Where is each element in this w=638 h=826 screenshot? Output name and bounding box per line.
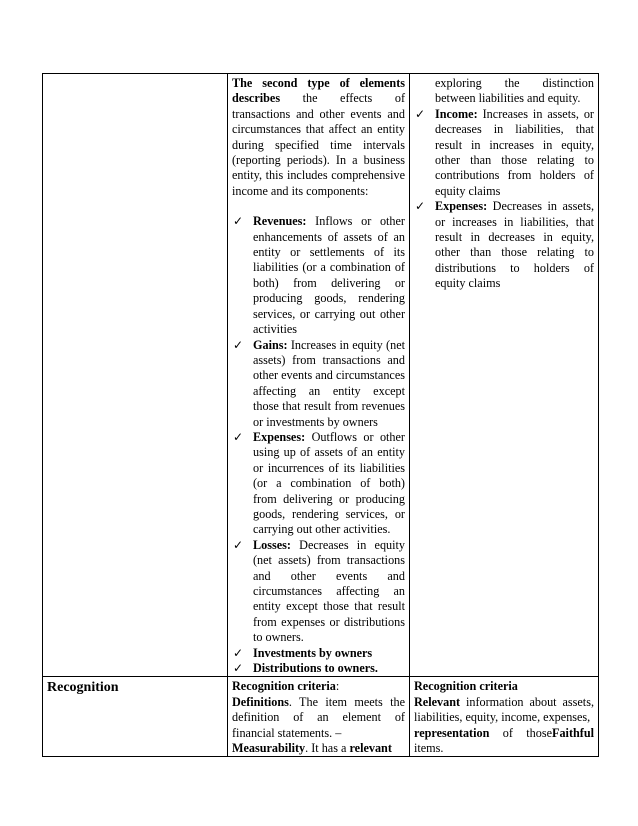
elements-table xyxy=(42,73,599,757)
list-item xyxy=(232,538,405,646)
table-row xyxy=(43,74,599,677)
criteria-heading xyxy=(232,679,405,694)
item-text: Increases in equity (net assets) from transactions and other events and circumstances affecting an entity except those that result from revenues or investments by owners xyxy=(253,337,405,429)
check-icon: ✓ xyxy=(233,537,244,552)
item-term: Investments by owners xyxy=(253,645,373,660)
definitions-term: Definitions xyxy=(232,694,289,709)
item-text: Outflows or other using up of assets of an entity or incurrences of its liabilities (or a combination of both) from delivering or producing goods, rendering services, or carrying out other activities. xyxy=(253,429,405,537)
item-term: Expenses: xyxy=(253,429,306,444)
criteria-paragraph xyxy=(232,695,405,757)
check-icon: ✓ xyxy=(415,199,426,214)
relevant-term: Relevant xyxy=(414,694,461,709)
list-item xyxy=(414,199,594,291)
continuation-text: exploring the distinction between liabilities and equity. xyxy=(435,76,594,106)
income-elements-cell xyxy=(228,74,410,677)
measurability-text: . It has a xyxy=(305,741,350,756)
list-item xyxy=(232,338,405,430)
item-term: Gains: xyxy=(253,337,288,352)
criteria-paragraph xyxy=(414,695,594,757)
relevant-term: relevant xyxy=(349,741,392,756)
measurability-term: Measurability xyxy=(232,741,306,756)
empty-cell xyxy=(43,74,228,677)
check-icon: ✓ xyxy=(233,661,244,676)
row-title: Recognition xyxy=(47,680,119,696)
intro-bold: The second type of elements describes xyxy=(232,76,405,106)
intro-paragraph xyxy=(232,76,405,199)
list-item xyxy=(232,214,405,337)
check-icon: ✓ xyxy=(233,214,244,229)
recognition-label-cell xyxy=(43,677,228,757)
relevant-text: information about assets, liabilities, equity, income, expenses, xyxy=(414,694,594,725)
recognition-criteria-cell-2 xyxy=(410,677,599,757)
check-icon: ✓ xyxy=(233,645,244,660)
check-icon: ✓ xyxy=(233,429,244,444)
recognition-criteria-cell xyxy=(228,677,410,757)
item-text: Inflows or other enhancements of assets of an entity or settlements of its liabilities (or a combination of both) from delivering or producing goods, rendering services, or carrying out other activities xyxy=(253,214,405,337)
item-term: Income: xyxy=(435,106,478,121)
definitions-text: . The item meets the definition of an element of financial statements. – xyxy=(232,694,405,740)
representation-term: representation xyxy=(414,725,490,740)
list-item xyxy=(232,661,405,676)
item-term: Distributions to owners. xyxy=(253,661,378,676)
table-row xyxy=(43,677,599,757)
item-text: Decreases in assets, or increases in liabilities, that result in decreases in equity, other than those relating to distributions to holders of equity claims xyxy=(435,199,594,291)
list-item xyxy=(414,107,594,199)
check-icon: ✓ xyxy=(233,337,244,352)
item-term: Expenses: xyxy=(435,199,488,214)
list-item xyxy=(232,430,405,538)
item-term: Losses: xyxy=(253,537,291,552)
item-text: Decreases in equity (net assets) from transactions and other events and circumstances affecting an entity except those that result from expenses or distributions to owners. xyxy=(253,537,405,645)
check-icon: ✓ xyxy=(415,106,426,121)
criteria-heading-text: Recognition criteria xyxy=(232,679,336,694)
list-item xyxy=(232,646,405,661)
faithful-term: Faithful xyxy=(552,725,594,740)
framework-list xyxy=(414,107,594,292)
intro-text: the effects of transactions and other events and circumstances that affect an entity during specified time intervals (reporting periods). In a business entity, this includes comprehensive income and its components: xyxy=(232,91,405,198)
criteria-colon: : xyxy=(335,679,340,694)
conceptual-framework-cell xyxy=(410,74,599,677)
representation-text: of those items. xyxy=(414,725,553,756)
components-list xyxy=(232,214,405,676)
criteria-heading: Recognition criteria xyxy=(414,679,518,694)
item-text: Increases in assets, or decreases in liabilities, that result in increases in equity, other than those relating to contributions from holders of equity claims xyxy=(435,106,594,198)
item-term: Revenues: xyxy=(253,214,307,229)
